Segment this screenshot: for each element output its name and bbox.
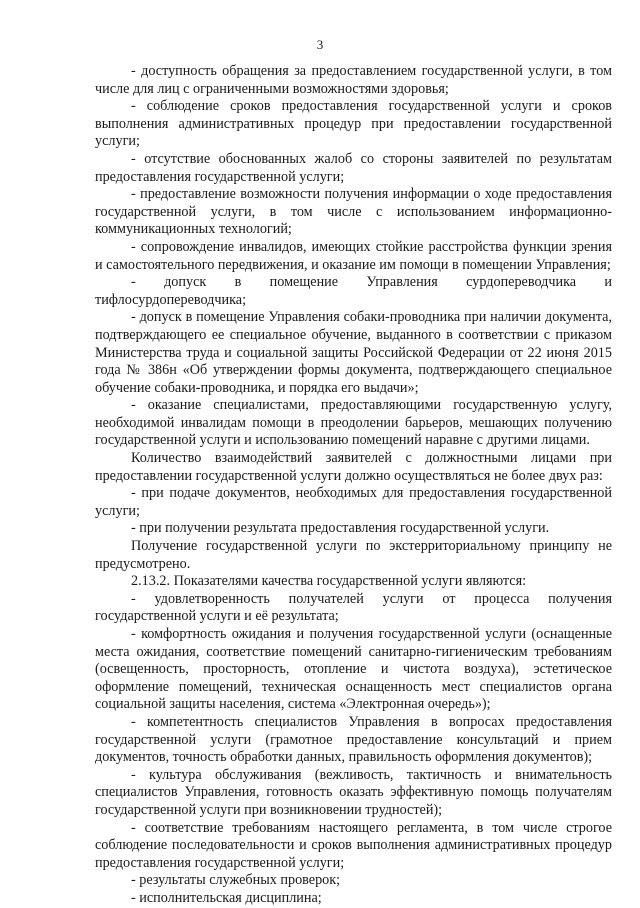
paragraph: - исполнительская дисциплина; [131,889,322,906]
paragraph: 2.13.2. Показателями качества государственной услуги являются: [131,573,527,590]
paragraph: - соответствие требованиям настоящего регламента, в том числе строгое соблюдение последовательности и сроков выполнения административных процедур предоставления государственной услуги; [95,819,612,871]
paragraph: - допуск в помещение Управления собаки-проводника при наличии документа, подтверждающего ее специальное обучение, выданного в соответствии с приказом Министерства труда и социальной защиты Российской Федерации от 22 июня 2015 года № 386н «Об утверждении формы документа, подтверждающего специальное обучение собаки-проводника, и порядка его выдачи»; [95,309,612,396]
paragraph: - результаты служебных проверок; [131,872,341,889]
paragraph: Получение государственной услуги по экстерриториальному принципу не предусмотрено. [95,538,612,572]
paragraph: - допуск в помещение Управления сурдопереводчика и тифлосурдопереводчика; [95,274,612,308]
paragraph: - отсутствие обоснованных жалоб со стороны заявителей по результатам предоставления государственной услуги; [95,150,612,185]
page-number: 3 [316,37,324,52]
paragraph: - при подаче документов, необходимых для предоставления государственной услуги; [95,485,612,519]
paragraph: - оказание специалистами, предоставляющими государственную услугу, необходимой инвалидам помощи в преодолении барьеров, мешающих получению государственной услуги и использованию помещений наравне с другими лицами. [95,397,612,449]
paragraph: - компетентность специалистов Управления в вопросах предоставления государственной услуги (грамотное предоставление консультаций и прием документов, точность обработки данных, правильность оформления документов); [95,713,612,766]
paragraph: - доступность обращения за предоставлением государственной услуги, в том числе для лиц с ограниченными возможностями здоровья; [95,63,612,97]
paragraph: Количество взаимодействий заявителей с должностными лицами при предоставлении государственной услуги должно осуществляться не более двух раз: [95,450,612,484]
paragraph: - комфортность ожидания и получения государственной услуги (оснащенные места ожидания, соответствие помещений санитарно-гигиеническим требованиям (освещенность, просторность, отопление и чистота воздуха), эстетическое оформление помещений, техническая оснащенность мест специалистов органа социальной защиты населения, система «Электронная очередь»); [95,626,612,713]
document-body [95,63,612,908]
paragraph: - удовлетворенность получателей услуги от процесса получения государственной услуги и её результата; [95,590,612,625]
paragraph: - соблюдение сроков предоставления государственной услуги и сроков выполнения административных процедур при предоставлении государственной услуги; [95,98,612,150]
paragraph: - при получении результата предоставления государственной услуги. [131,520,550,537]
paragraph: - культура обслуживания (вежливость, тактичность и внимательность специалистов Управления, готовность оказать эффективную помощь получателям государственной услуги при возникновении трудностей); [95,766,612,818]
paragraph: - сопровождение инвалидов, имеющих стойкие расстройства функции зрения и самостоятельного передвижения, и оказание им помощи в помещении Управления; [95,238,612,273]
paragraph: - предоставление возможности получения информации о ходе предоставления государственной услуги, в том числе с использованием информационно-коммуникационных технологий; [95,186,612,238]
